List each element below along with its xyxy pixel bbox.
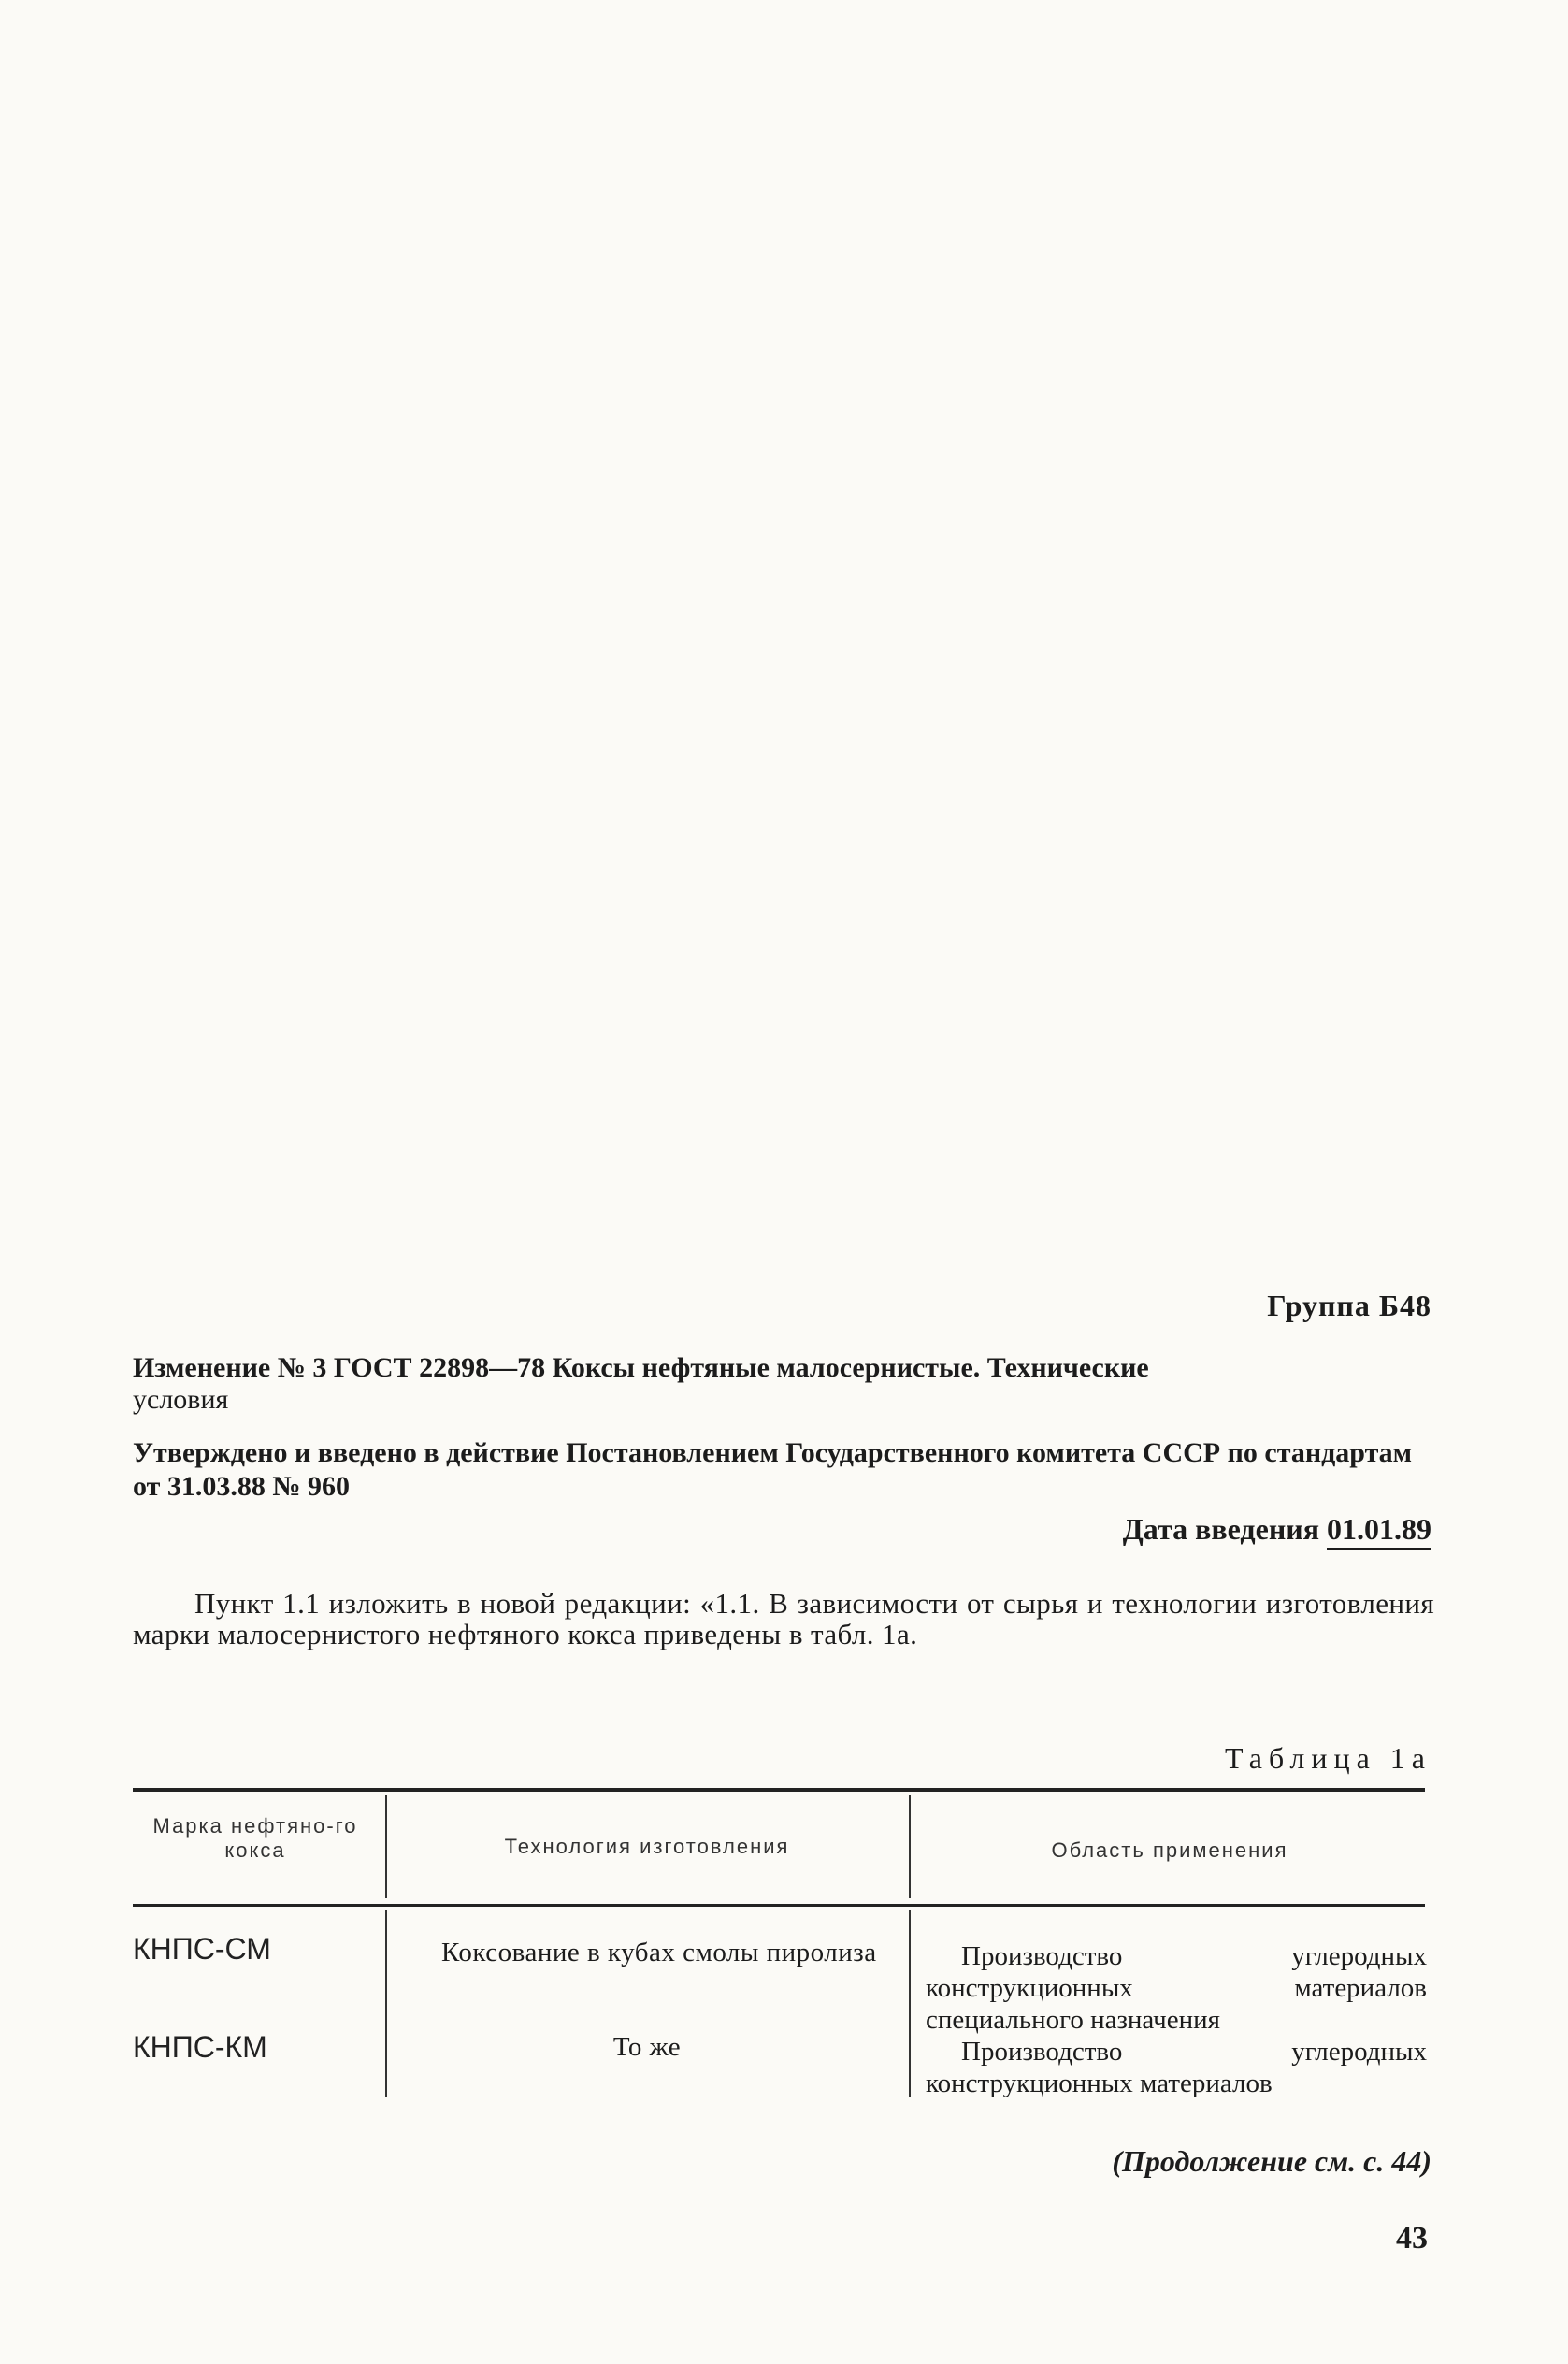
date-value: 01.01.89 bbox=[1327, 1512, 1431, 1550]
table-header-rule bbox=[133, 1904, 1425, 1907]
table-divider bbox=[909, 1910, 911, 2097]
header-area: Область применения bbox=[1051, 1838, 1288, 1862]
change-title bbox=[133, 1352, 1434, 1416]
change-title-cont: условия bbox=[133, 1384, 229, 1415]
continuation-note: (Продолжение см. с. 44) bbox=[1112, 2144, 1431, 2178]
table-row-2-technology: То же bbox=[612, 2032, 682, 2062]
approval-statement: Утверждено и введено в действие Постановлением Государственного комитета СССР по стандартам от 31.03.88 № 960 bbox=[133, 1437, 1413, 1502]
header-technology: Технология изготовления bbox=[504, 1835, 790, 1858]
date-label: Дата введения bbox=[1122, 1512, 1319, 1546]
table-row-2-brand: КНПС-КМ bbox=[133, 2030, 267, 2064]
table-divider bbox=[909, 1795, 911, 1898]
table-row-2-area: Производство углеродных конструкционных материалов bbox=[926, 2037, 1427, 2098]
amendment-paragraph: Пункт 1.1 изложить в новой редакции: «1.1. В зависимости от сырья и технологии изготовления марки малосернистого нефтяного кокса приведены в табл. 1а. bbox=[133, 1587, 1434, 1650]
group-label: Группа Б48 bbox=[1267, 1289, 1431, 1322]
table-row-1-area: Производство углеродных конструкционных материалов специального назначения bbox=[926, 1941, 1427, 2035]
table-top-rule bbox=[133, 1788, 1425, 1792]
change-title-main: Изменение № 3 ГОСТ 22898—78 Коксы нефтяные малосернистые. Технические bbox=[133, 1352, 1149, 1383]
page-number: 43 bbox=[1396, 2221, 1428, 2256]
table-divider bbox=[385, 1910, 387, 2097]
table-caption: Таблица 1а bbox=[1224, 1741, 1431, 1775]
table-divider bbox=[385, 1795, 387, 1898]
effective-date bbox=[1123, 1512, 1431, 1547]
table-row-1-technology: Коксование в кубах смолы пиролиза bbox=[441, 1938, 877, 1968]
header-brand: Марка нефтяно-го кокса bbox=[152, 1814, 358, 1862]
table-row-1-brand: КНПС-СМ bbox=[133, 1932, 271, 1966]
